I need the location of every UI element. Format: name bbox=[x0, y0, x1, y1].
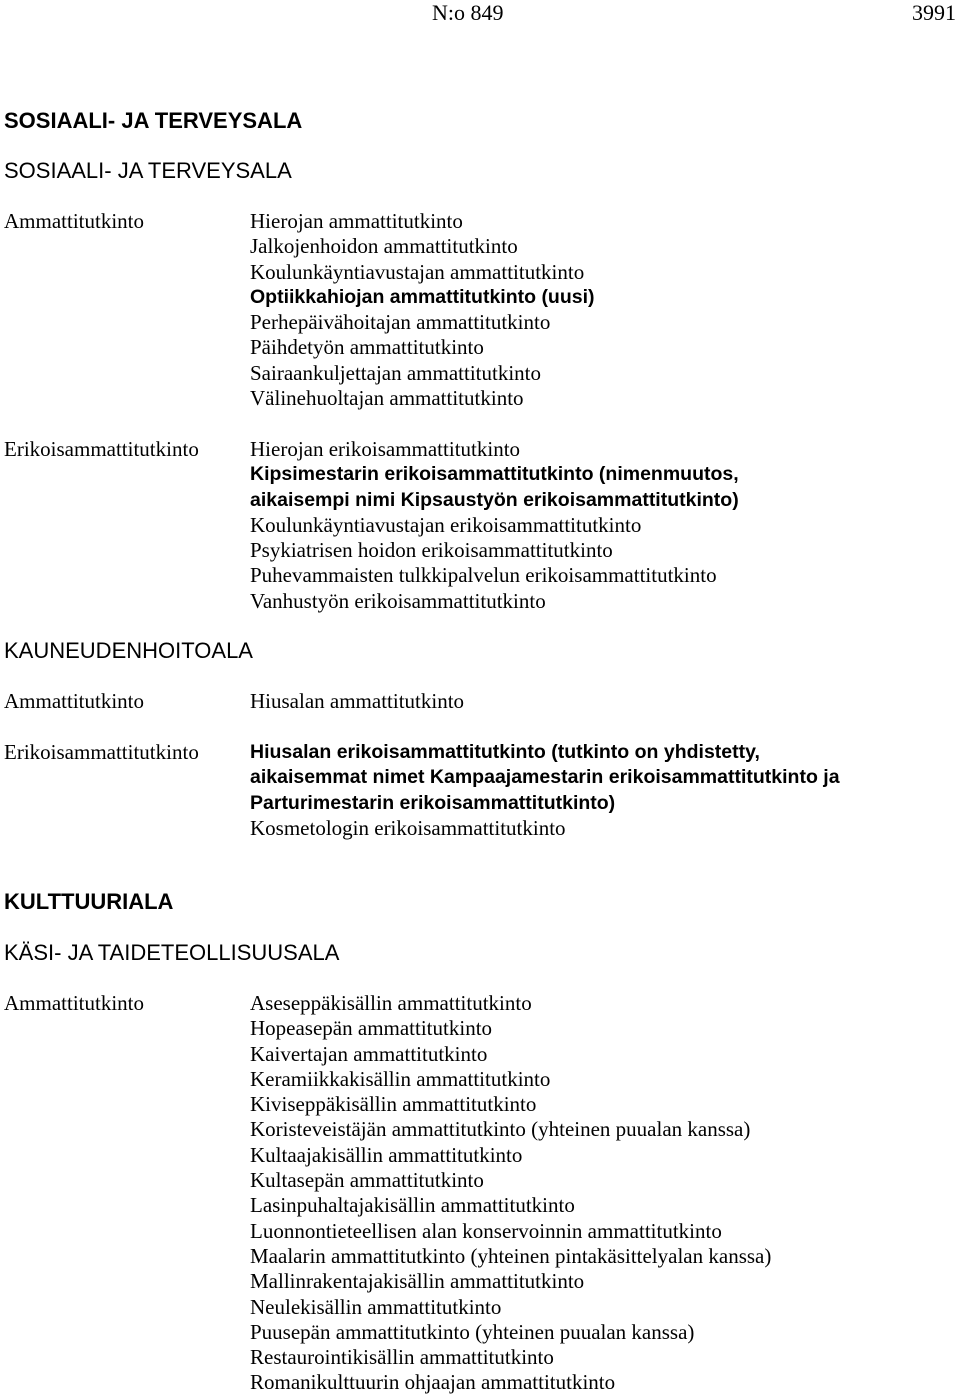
list-item: Kaivertajan ammattitutkinto bbox=[250, 1041, 488, 1066]
list-item: Mallinrakentajakisällin ammattitutkinto bbox=[250, 1269, 585, 1294]
list-item: aikaisemmat nimet Kampaajamestarin erikoisammattitutkinto ja bbox=[250, 766, 840, 789]
list-item: Kipsimestarin erikoisammattitutkinto (nimenmuutos, bbox=[250, 463, 739, 486]
page-header bbox=[0, 0, 960, 30]
page-number: 3991 bbox=[912, 0, 956, 25]
list-item: Parturimestarin erikoisammattitutkinto) bbox=[250, 791, 616, 814]
list-item: Optiikkahiojan ammattitutkinto (uusi) bbox=[250, 285, 595, 308]
list-item: Restaurointikisällin ammattitutkinto bbox=[250, 1345, 554, 1370]
list-item: Lasinpuhaltajakisällin ammattitutkinto bbox=[250, 1193, 575, 1218]
list-item: Kosmetologin erikoisammattitutkinto bbox=[250, 815, 566, 840]
group-label: Ammattitutkinto bbox=[4, 209, 144, 233]
list-item: Välinehuoltajan ammattitutkinto bbox=[250, 386, 524, 411]
list-item: Puusepän ammattitutkinto (yhteinen puualan kanssa) bbox=[250, 1319, 695, 1344]
list-item: Aseseppäkisällin ammattitutkinto bbox=[250, 991, 532, 1015]
list-item: Päihdetyön ammattitutkinto bbox=[250, 335, 484, 360]
list-item: Keramiikkakisällin ammattitutkinto bbox=[250, 1066, 551, 1091]
list-item: Vanhustyön erikoisammattitutkinto bbox=[250, 588, 546, 613]
qualification-list bbox=[250, 437, 739, 614]
issue-number: N:o 849 bbox=[432, 0, 504, 25]
group-label: Ammattitutkinto bbox=[4, 991, 144, 1015]
list-item: Neulekisällin ammattitutkinto bbox=[250, 1294, 502, 1319]
list-item: Koulunkäyntiavustajan erikoisammattitutkinto bbox=[250, 512, 642, 537]
list-item: Luonnontieteellisen alan konservoinnin ammattitutkinto bbox=[250, 1218, 722, 1243]
list-item: Hierojan ammattitutkinto bbox=[250, 209, 463, 233]
subsection-title: SOSIAALI- JA TERVEYSALA bbox=[4, 158, 292, 183]
list-item: Maalarin ammattitutkinto (yhteinen pintakäsittelyalan kanssa) bbox=[250, 1243, 772, 1268]
list-item: Perhepäivähoitajan ammattitutkinto bbox=[250, 310, 551, 335]
list-item: Koulunkäyntiavustajan ammattitutkinto bbox=[250, 259, 585, 284]
list-item: Hiusalan erikoisammattitutkinto (tutkinto on yhdistetty, bbox=[250, 741, 760, 763]
group-label: Ammattitutkinto bbox=[4, 689, 144, 713]
subsection-title: KÄSI- JA TAIDETEOLLISUUSALA bbox=[4, 940, 340, 965]
group-label: Erikoisammattitutkinto bbox=[4, 437, 199, 461]
list-item: Kultasepän ammattitutkinto bbox=[250, 1168, 484, 1193]
qualification-list bbox=[250, 689, 464, 714]
list-item: Sairaankuljettajan ammattitutkinto bbox=[250, 360, 542, 385]
list-item: aikaisempi nimi Kipsaustyön erikoisammattitutkinto) bbox=[250, 488, 739, 511]
section-title: KULTTUURIALA bbox=[4, 889, 174, 914]
group-label: Erikoisammattitutkinto bbox=[4, 740, 199, 764]
section-title: SOSIAALI- JA TERVEYSALA bbox=[4, 108, 303, 133]
list-item: Kultaajakisällin ammattitutkinto bbox=[250, 1142, 523, 1167]
qualification-list bbox=[250, 991, 771, 1396]
list-item: Koristeveistäjän ammattitutkinto (yhteinen puualan kanssa) bbox=[250, 1117, 751, 1142]
list-item: Hopeasepän ammattitutkinto bbox=[250, 1016, 493, 1041]
list-item: Hierojan erikoisammattitutkinto bbox=[250, 437, 521, 461]
list-item: Kiviseppäkisällin ammattitutkinto bbox=[250, 1092, 537, 1117]
list-item: Psykiatrisen hoidon erikoisammattitutkinto bbox=[250, 538, 613, 563]
list-item: Romanikulttuurin ohjaajan ammattitutkinto bbox=[250, 1370, 616, 1395]
list-item: Jalkojenhoidon ammattitutkinto bbox=[250, 234, 518, 259]
qualification-list bbox=[250, 209, 595, 411]
list-item: Hiusalan ammattitutkinto bbox=[250, 689, 465, 713]
subsection-title: KAUNEUDENHOITOALA bbox=[4, 638, 253, 663]
qualification-list bbox=[250, 740, 840, 841]
list-item: Puhevammaisten tulkkipalvelun erikoisammattitutkinto bbox=[250, 563, 717, 588]
